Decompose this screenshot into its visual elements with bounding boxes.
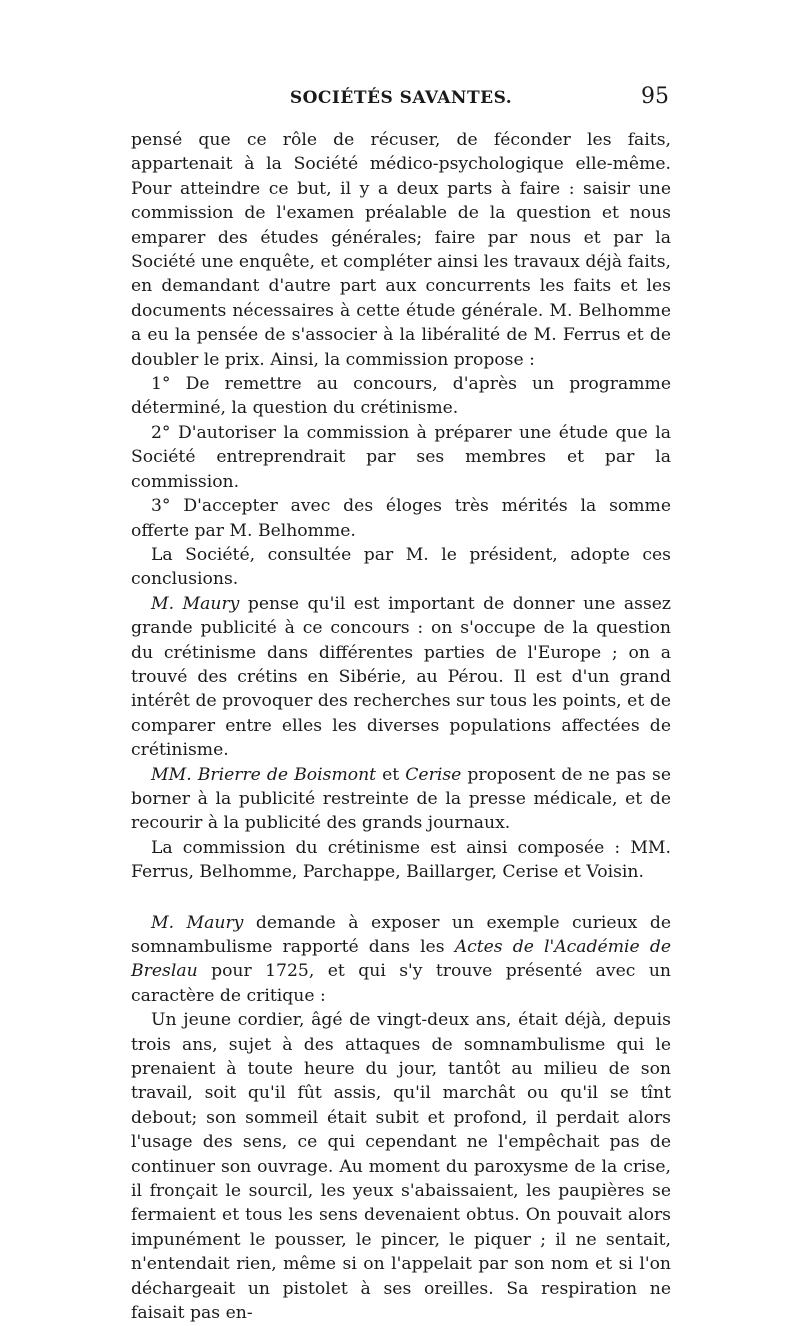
speaker-name-3: M. Maury: [151, 912, 244, 933]
paragraph-7-conj: et: [376, 764, 406, 785]
paragraph-3: 2° D'autoriser la commission à préparer une étude que la Société entreprendrait par ses membres et par la commission.: [131, 422, 671, 492]
speaker-name: M. Maury: [151, 593, 240, 614]
paragraph-6: [131, 592, 671, 763]
section-gap: [131, 885, 671, 911]
paragraph-5: La Société, consultée par M. le président, adopte ces conclusions.: [131, 544, 671, 590]
running-head: [131, 84, 671, 118]
paragraph-9-text-2: pour 1725, et qui s'y trouve présenté avec un caractère de critique :: [131, 961, 671, 1006]
paragraph-8: La commission du crétinisme est ainsi composée : MM. Ferrus, Belhomme, Parchappe, Baillarger, Cerise et Voisin.: [131, 837, 671, 883]
paragraph-6-text: pense qu'il est important de donner une assez grande publicité à ce concours : on s'occupe de la question du crétinisme dans différentes parties de l'Europe ; on a trouvé des crétins en Sibérie, au Pérou. Il est d'un grand intérêt de provoquer des recherches sur tous les points, et de comparer entre elles les diverses populations affectées de crétinisme.: [131, 593, 671, 761]
paragraph-2: 1° De remettre au concours, d'après un programme déterminé, la question du crétinisme.: [131, 374, 671, 419]
paragraph-1: pensé que ce rôle de récuser, de féconder les faits, appartenait à la Société médico-psychologique elle-même. Pour atteindre ce but, il y a deux parts à faire : saisir une commission de l'examen préalable de la question et nous emparer des études générales; faire par nous et par la Société une enquête, et compléter ainsi les travaux déjà faits, en demandant d'autre part aux concurrents les faits et les documents nécessaires à cette étude générale. M. Belhomme a eu la pensée de s'associer à la libéralité de M. Ferrus et de doubler le prix. Ainsi, la commission propose :: [131, 130, 671, 370]
page-number: 95: [641, 84, 669, 109]
paragraph-7-text: proposent de ne pas se borner à la publicité restreinte de la presse médicale, et de recourir à la publicité des grands journaux.: [131, 764, 671, 834]
speaker-name-2: Cerise: [405, 764, 462, 785]
running-title: SOCIÉTÉS SAVANTES.: [289, 88, 513, 108]
paragraph-9-text: demande à exposer un exemple curieux de somnambulisme rapporté dans les: [131, 912, 671, 957]
paragraph-4: 3° D'accepter avec des éloges très mérités la somme offerte par M. Belhomme.: [131, 496, 671, 541]
paragraph-7: [131, 763, 671, 836]
paragraph-10: Un jeune cordier, âgé de vingt-deux ans, était déjà, depuis trois ans, sujet à des attaques de somnambulisme qui le prenaient à toute heure du jour, tantôt au milieu de son travail, soit qu'il fût assis, qu'il marchât ou qu'il se tînt debout; son sommeil était subit et profond, il perdait alors l'usage des sens, ce qui cependant ne l'empêchait pas de continuer son ouvrage. Au moment du paroxysme de la crise, il fronçait le sourcil, les yeux s'abaissaient, les paupières se fermaient et tous les sens devenaient obtus. On pouvait alors impunément le pousser, le pincer, le piquer ; il ne sentait, n'entendait rien, même si on l'appelait par son nom et si l'on déchargeait un pistolet à ses oreilles. Sa respiration ne faisait pas en-: [131, 1010, 671, 1324]
body-text: [131, 128, 671, 1326]
cited-work: Actes de l'Académie de Breslau: [131, 937, 671, 982]
paragraph-9: [131, 911, 671, 1009]
book-page: [131, 84, 671, 1326]
speaker-names: MM. Brierre de Boismont: [151, 764, 377, 785]
